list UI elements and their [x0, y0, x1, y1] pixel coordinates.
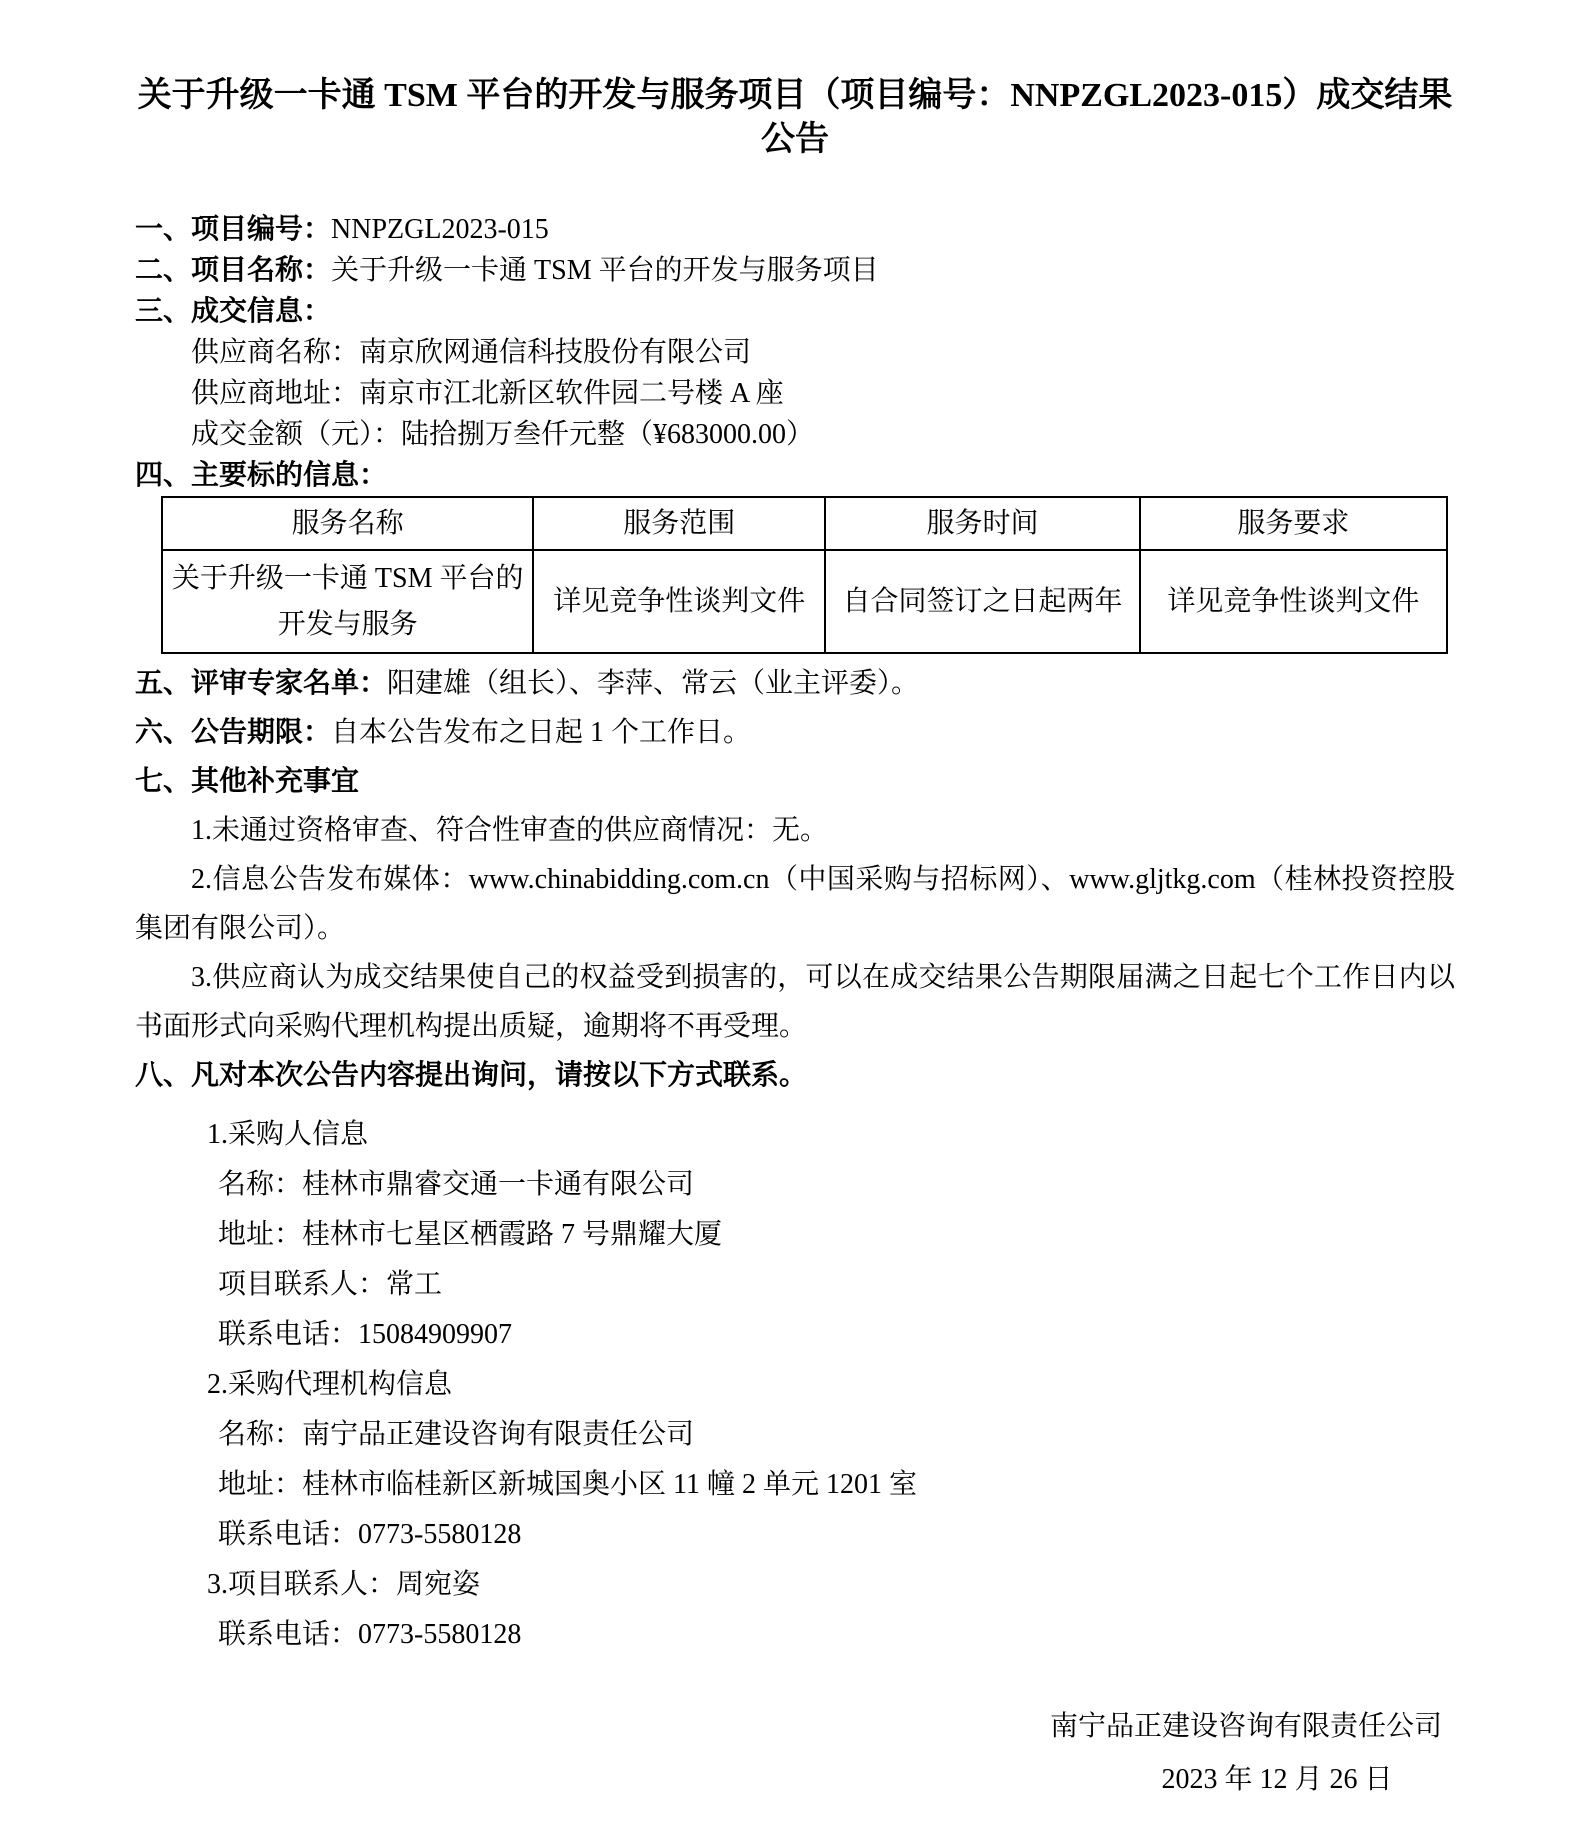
other-matters-paragraph-2: 2.信息公告发布媒体：www.chinabidding.com.cn（中国采购与招标网）、www.gljtkg.com（桂林投资控股集团有限公司）。 — [135, 864, 1455, 944]
signature-date: 2023 年 12 月 26 日 — [1161, 1764, 1393, 1795]
deal-amount-line: 成交金额（元）：陆拾捌万叁仟元整（¥683000.00） — [191, 419, 815, 450]
project-number-label: 一、项目编号： — [135, 214, 332, 245]
subject-info-label: 四、主要标的信息： — [135, 460, 388, 491]
purchaser-name-line: 名称：桂林市鼎睿交通一卡通有限公司 — [218, 1169, 695, 1200]
section-project-number — [135, 209, 1455, 250]
purchaser-phone-line: 联系电话：15084909907 — [218, 1319, 513, 1350]
header-service-scope: 服务范围 — [533, 497, 825, 550]
announcement-period-value: 自本公告发布之日起 1 个工作日。 — [331, 717, 752, 748]
other-matters-paragraph-1: 1.未通过资格审查、符合性审查的供应商情况：无。 — [191, 815, 829, 846]
agency-info-heading: 2.采购代理机构信息 — [207, 1369, 453, 1400]
cell-service-requirement: 详见竞争性谈判文件 — [1140, 550, 1447, 653]
section-contact-notice — [135, 1051, 1455, 1100]
table-row — [162, 550, 1447, 653]
cell-service-scope: 详见竞争性谈判文件 — [533, 550, 825, 653]
supplier-address-line: 供应商地址：南京市江北新区软件园二号楼 A 座 — [191, 378, 784, 409]
section-other-matters — [135, 757, 1455, 806]
purchaser-address-line: 地址：桂林市七星区栖霞路 7 号鼎耀大厦 — [218, 1219, 723, 1250]
section-project-name — [135, 250, 1455, 291]
purchaser-info-heading: 1.采购人信息 — [207, 1119, 369, 1150]
purchaser-contact-person-line: 项目联系人：常工 — [218, 1269, 443, 1300]
subject-info-table — [161, 496, 1448, 654]
header-service-name: 服务名称 — [162, 497, 533, 550]
project-contact-person-line: 3.项目联系人：周宛姿 — [207, 1569, 481, 1600]
table-header-row — [162, 497, 1447, 550]
signature-company: 南宁品正建设咨询有限责任公司 — [1050, 1711, 1443, 1742]
project-number-value: NNPZGL2023-015 — [331, 214, 549, 245]
cell-service-name: 关于升级一卡通 TSM 平台的开发与服务 — [162, 550, 533, 653]
supplier-name-line: 供应商名称：南京欣网通信科技股份有限公司 — [191, 337, 752, 368]
agency-name-line: 名称：南宁品正建设咨询有限责任公司 — [218, 1419, 695, 1450]
header-service-time: 服务时间 — [825, 497, 1140, 550]
project-name-label: 二、项目名称： — [135, 255, 332, 286]
project-name-value: 关于升级一卡通 TSM 平台的开发与服务项目 — [331, 255, 879, 286]
header-service-requirement: 服务要求 — [1140, 497, 1447, 550]
section-deal-info — [135, 291, 1455, 332]
section-announcement-period — [135, 708, 1455, 757]
project-contact-phone-line: 联系电话：0773-5580128 — [218, 1619, 522, 1650]
sections-5-8 — [135, 659, 1455, 1100]
experts-value: 阳建雄（组长）、李萍、常云（业主评委）。 — [387, 668, 920, 699]
section-experts — [135, 659, 1455, 708]
announcement-period-label: 六、公告期限： — [135, 717, 332, 748]
agency-address-line: 地址：桂林市临桂新区新城国奥小区 11 幢 2 单元 1201 室 — [218, 1469, 917, 1500]
signature-block — [1050, 1700, 1443, 1806]
contact-info-block — [135, 1110, 1455, 1660]
agency-phone-line: 联系电话：0773-5580128 — [218, 1519, 522, 1550]
section-subject-info — [135, 455, 1455, 496]
contact-notice-label: 八、凡对本次公告内容提出询问，请按以下方式联系。 — [135, 1060, 808, 1091]
sections-1-4 — [135, 209, 1455, 496]
other-matters-paragraph-3: 3.供应商认为成交结果使自己的权益受到损害的，可以在成交结果公告期限届满之日起七个工作日内以书面形式向采购代理机构提出质疑，逾期将不再受理。 — [135, 962, 1455, 1042]
cell-service-time: 自合同签订之日起两年 — [825, 550, 1140, 653]
deal-info-label: 三、成交信息： — [135, 296, 332, 327]
experts-label: 五、评审专家名单： — [135, 668, 388, 699]
page-title: 关于升级一卡通 TSM 平台的开发与服务项目（项目编号：NNPZGL2023-015）成交结果公告 — [137, 77, 1453, 158]
other-matters-label: 七、其他补充事宜 — [135, 766, 360, 797]
